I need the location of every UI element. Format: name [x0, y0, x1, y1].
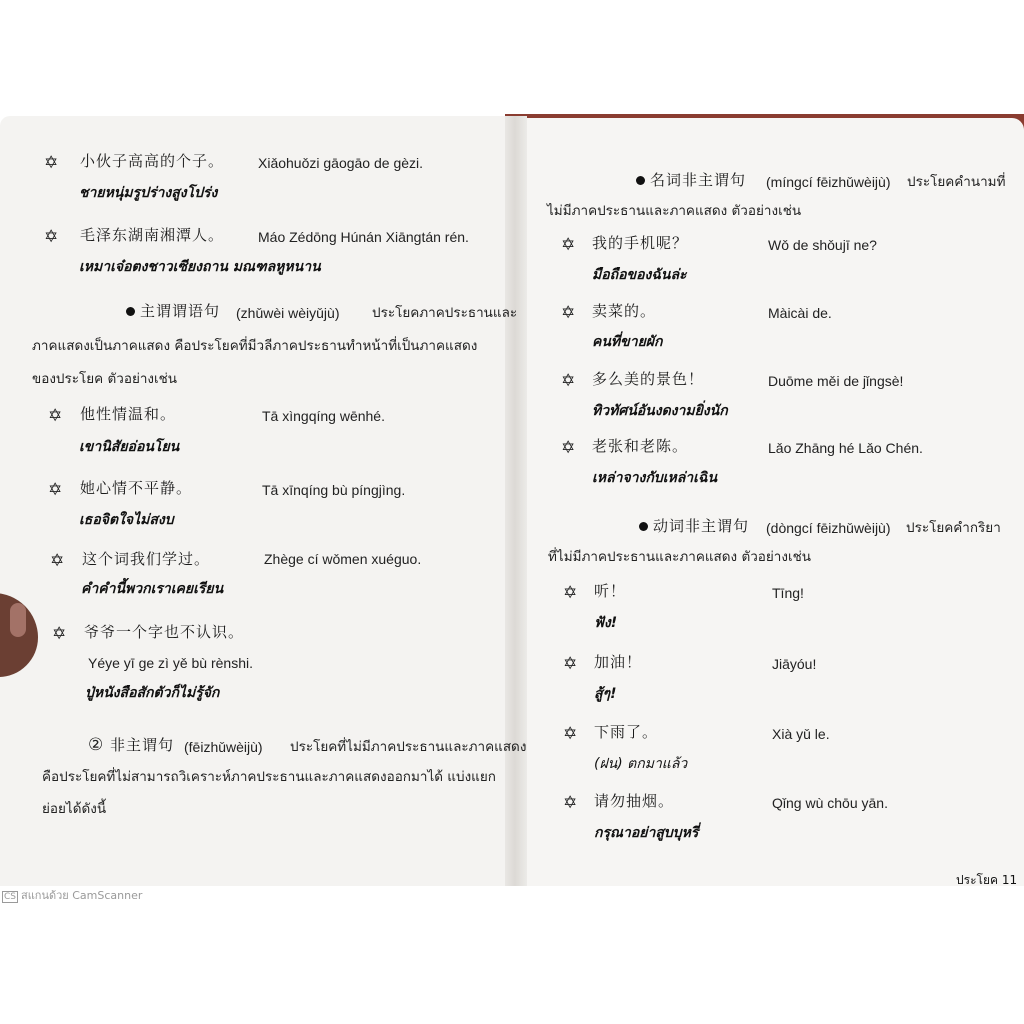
star-icon: ✡	[561, 235, 576, 255]
section-text: ของประโยค ตัวอย่างเช่น	[32, 371, 178, 387]
example-pinyin: Xiǎohuǒzi gāogāo de gèzi.	[258, 155, 424, 171]
example-thai: ทิวทัศน์อันงดงามยิ่งนัก	[592, 403, 728, 419]
section-text: คือประโยคที่ไม่สามารถวิเคราะห์ภาคประธานและภาคแสดงออกมาได้ แบ่งแยก	[42, 769, 496, 785]
example-thai: กรุณาอย่าสูบบุหรี่	[594, 825, 699, 841]
example-thai: ฟัง!	[594, 615, 618, 631]
section-chinese: 主谓谓语句	[140, 302, 221, 320]
section-pinyin: (fēizhǔwèijù)	[184, 739, 263, 755]
section-text: ภาคแสดงเป็นภาคแสดง คือประโยคที่มีวลีภาคประธานทำหน้าที่เป็นภาคแสดง	[32, 338, 478, 354]
section-pinyin: (míngcí fēizhǔwèijù)	[766, 174, 891, 190]
example-pinyin: Duōme měi de jǐngsè!	[768, 373, 904, 389]
book-gutter	[505, 116, 527, 886]
example-pinyin: Xià yǔ le.	[772, 726, 830, 742]
star-icon: ✡	[44, 227, 59, 247]
top-background	[0, 0, 1024, 118]
star-icon: ✡	[563, 583, 578, 603]
star-icon: ✡	[48, 480, 63, 500]
section-pinyin: (zhǔwèi wèiyǔjù)	[236, 305, 340, 321]
star-icon: ✡	[561, 303, 576, 323]
section-thai: ประโยคคำนามที่	[907, 174, 1006, 190]
star-icon: ✡	[561, 371, 576, 391]
example-chinese: 这个词我们学过。	[82, 550, 211, 568]
star-icon: ✡	[563, 793, 578, 813]
example-pinyin: Wǒ de shǒujī ne?	[768, 237, 877, 253]
example-chinese: 小伙子高高的个子。	[80, 152, 225, 170]
star-icon: ✡	[52, 624, 67, 644]
section-number: ②	[88, 735, 104, 755]
example-thai: เหมาเจ๋อตงชาวเซียงถาน มณฑลหูหนาน	[79, 259, 321, 275]
section-dot-icon	[126, 307, 135, 316]
section-text: ไม่มีภาคประธานและภาคแสดง ตัวอย่างเช่น	[547, 203, 802, 219]
section-text: ที่ไม่มีภาคประธานและภาคแสดง ตัวอย่างเช่น	[548, 549, 811, 565]
example-chinese: 多么美的景色！	[592, 370, 705, 388]
example-chinese: 他性情温和。	[80, 405, 177, 423]
example-thai: เหล่าจางกับเหล่าเฉิน	[592, 470, 718, 486]
section-thai: ประโยคคำกริยา	[906, 520, 1001, 536]
example-chinese: 卖菜的。	[592, 302, 657, 320]
example-pinyin: Máo Zédōng Húnán Xiāngtán rén.	[258, 229, 469, 245]
example-pinyin: Jiāyóu!	[772, 656, 817, 672]
example-pinyin: Màicài de.	[768, 305, 832, 321]
example-pinyin: Tīng!	[772, 585, 804, 601]
watermark-text: สแกนด้วย CamScanner	[21, 889, 143, 902]
example-thai: คนที่ขายผัก	[592, 334, 663, 350]
example-chinese: 她心情不平静。	[80, 479, 193, 497]
example-pinyin: Yéye yī ge zì yě bù rènshi.	[88, 655, 253, 671]
example-pinyin: Qǐng wù chōu yān.	[772, 795, 888, 811]
section-chinese: 动词非主谓句	[653, 517, 750, 535]
example-chinese: 下雨了。	[594, 723, 659, 741]
star-icon: ✡	[44, 153, 59, 173]
example-thai: (ฝน) ตกมาแล้ว	[594, 756, 688, 772]
example-chinese: 老张和老陈。	[592, 437, 689, 455]
star-icon: ✡	[50, 551, 65, 571]
section-chinese: 名词非主谓句	[650, 171, 747, 189]
scanner-watermark	[2, 886, 142, 904]
example-thai: เขานิสัยอ่อนโยน	[79, 439, 180, 455]
bottom-background	[0, 886, 1024, 1024]
example-chinese: 毛泽东湖南湘潭人。	[80, 226, 225, 244]
example-pinyin: Tā xīnqíng bù píngjìng.	[262, 482, 406, 498]
example-pinyin: Lǎo Zhāng hé Lǎo Chén.	[768, 440, 923, 456]
example-thai: สู้ๆ!	[594, 686, 617, 702]
example-thai: ชายหนุ่มรูปร่างสูงโปร่ง	[79, 185, 218, 201]
star-icon: ✡	[563, 724, 578, 744]
page-number: ประโยค 11	[956, 873, 1018, 887]
section-chinese: 非主谓句	[110, 736, 175, 754]
star-icon: ✡	[563, 654, 578, 674]
example-chinese: 爷爷一个字也不认识。	[84, 623, 245, 641]
section-dot-icon	[636, 176, 645, 185]
example-thai: ปู่หนังสือสักตัวก็ไม่รู้จัก	[85, 685, 220, 701]
example-thai: มือถือของฉันล่ะ	[592, 267, 687, 283]
example-chinese: 听！	[594, 582, 627, 600]
example-thai: เธอจิตใจไม่สงบ	[79, 512, 174, 528]
example-chinese: 我的手机呢？	[592, 234, 689, 252]
example-thai: คำคำนี้พวกเราเคยเรียน	[81, 581, 224, 597]
section-dot-icon	[639, 522, 648, 531]
section-text: ย่อยได้ดังนี้	[42, 801, 107, 817]
star-icon: ✡	[561, 438, 576, 458]
camscanner-logo-icon: CS	[4, 892, 16, 902]
example-chinese: 加油！	[594, 653, 643, 671]
example-chinese: 请勿抽烟。	[594, 792, 675, 810]
section-thai: ประโยคที่ไม่มีภาคประธานและภาคแสดง	[290, 739, 527, 755]
section-thai: ประโยคภาคประธานและ	[372, 305, 518, 321]
star-icon: ✡	[48, 406, 63, 426]
example-pinyin: Zhège cí wǒmen xuéguo.	[264, 551, 422, 567]
example-pinyin: Tā xìngqíng wēnhé.	[262, 408, 385, 424]
section-pinyin: (dòngcí fēizhǔwèijù)	[766, 520, 891, 536]
